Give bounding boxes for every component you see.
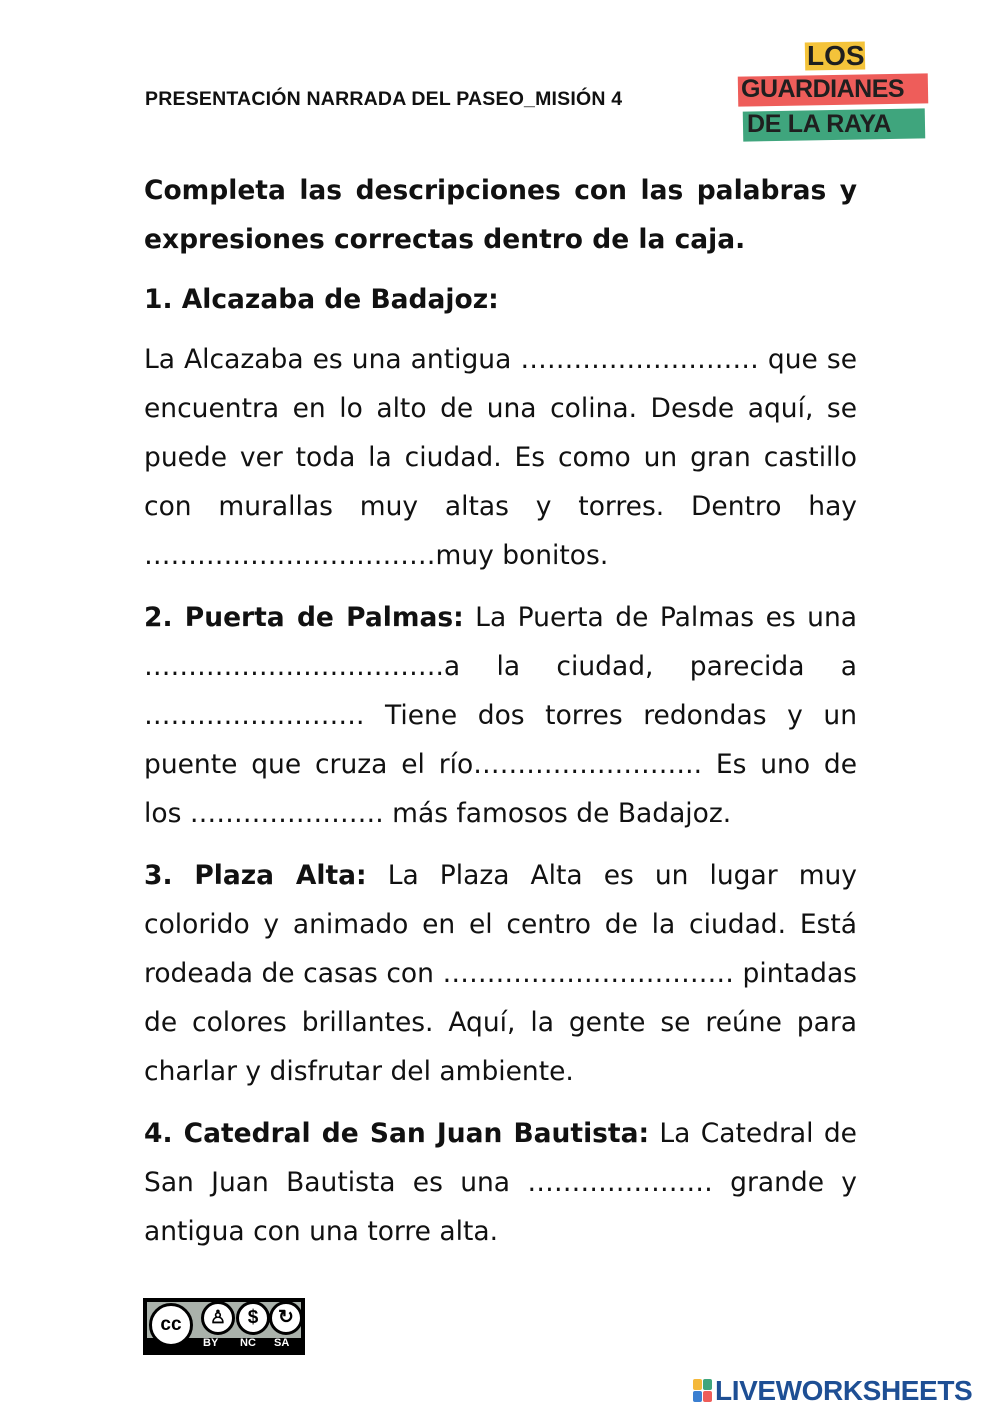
creative-commons-badge xyxy=(143,1298,305,1355)
section-4 xyxy=(144,1109,857,1256)
section-1-heading: 1. Alcazaba de Badajoz: xyxy=(144,284,499,315)
logo-line-3: DE LA RAYA xyxy=(747,110,892,138)
share-alike-icon: ↻ xyxy=(269,1301,303,1335)
logo-line-1: LOS xyxy=(807,40,865,71)
section-4-text: La Catedral de San Juan Bautista es una ………………… grande y antigua con una torre alta. xyxy=(144,1118,857,1247)
los-guardianes-de-la-raya-logo xyxy=(735,38,930,142)
attribution-person-icon: ♙ xyxy=(201,1301,235,1335)
instructions: Completa las descripciones con las palabras y expresiones correctas dentro de la caja. xyxy=(144,175,857,255)
section-3-heading: 3. Plaza Alta: xyxy=(144,860,367,891)
non-commercial-icon: $ xyxy=(236,1301,270,1335)
section-3 xyxy=(144,851,857,1096)
cc-label-nc: NC xyxy=(240,1337,256,1349)
page-header-title: PRESENTACIÓN NARRADA DEL PASEO_MISIÓN 4 xyxy=(145,88,623,110)
liveworksheets-icon xyxy=(693,1379,713,1403)
section-1-text: La Alcazaba es una antigua ……………………… que se encuentra en lo alto de una colina. Desde aquí, se puede ver toda la ciudad. Es como un gran castillo con murallas muy altas y torres. Dentro hay ……………………………muy bonitos. xyxy=(144,344,857,571)
cc-label-by: BY xyxy=(203,1337,219,1349)
section-2-heading: 2. Puerta de Palmas: xyxy=(144,602,464,633)
section-2-text: La Puerta de Palmas es una …………………………….a la ciudad, parecida a ……………………. Tiene dos torres redondas y un puente que cruza el río…………………….. Es uno de los …………………. más famosos de Badajoz. xyxy=(144,602,858,829)
section-4-heading: 4. Catedral de San Juan Bautista: xyxy=(144,1118,650,1149)
section-2 xyxy=(144,593,857,838)
section-3-text: La Plaza Alta es un lugar muy colorido y animado en el centro de la ciudad. Está rodeada de casas con …………………………… pintadas de colores brillantes. Aquí, la gente se reúne para charlar y disfrutar del ambiente. xyxy=(144,860,857,1087)
worksheet-body xyxy=(144,166,857,1269)
logo-line-2: GUARDIANES xyxy=(741,75,905,103)
cc-icon: cc xyxy=(149,1303,193,1347)
cc-label-sa: SA xyxy=(274,1337,290,1349)
liveworksheets-wordmark: LIVEWORKSHEETS xyxy=(715,1375,973,1406)
